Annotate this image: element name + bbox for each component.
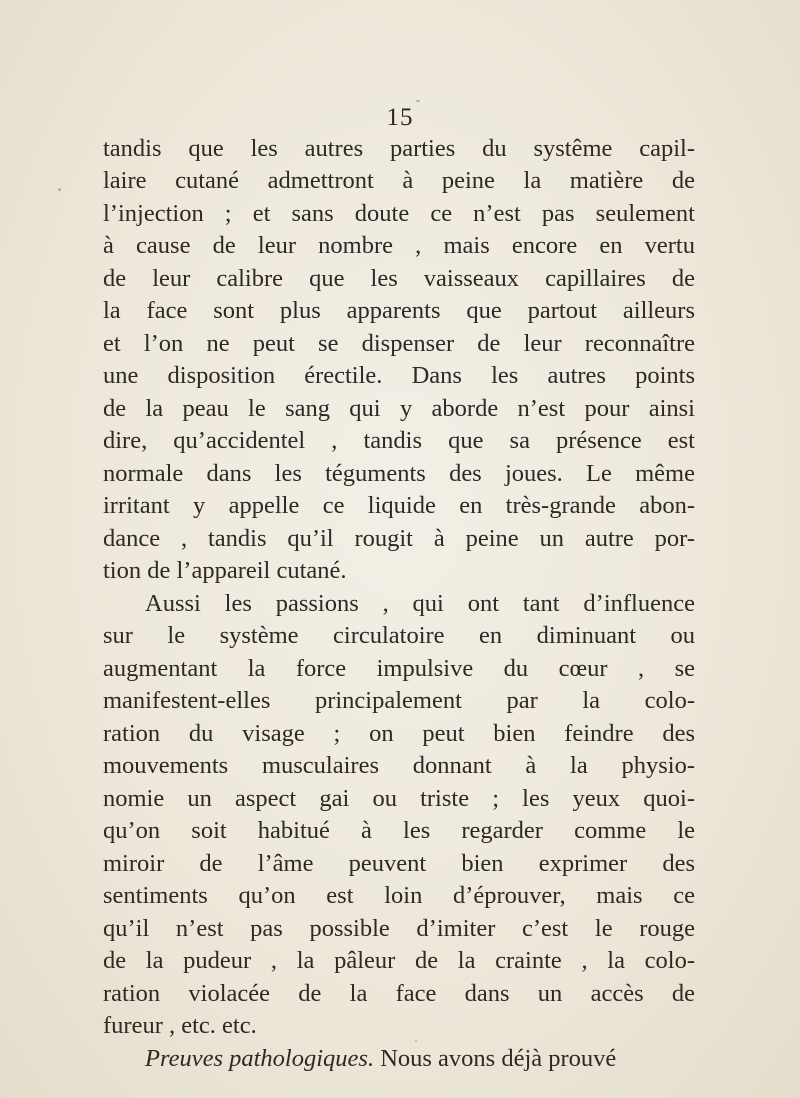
text-line: fureur , etc. etc. [103,1012,257,1039]
text-line: dire, qu’accidentel , tandis que sa présence est [103,427,695,454]
section-heading-rest: Nous avons déjà prouvé [380,1045,617,1072]
text-line: à cause de leur nombre , mais encore en vertu [103,232,695,259]
text-line: sentiments qu’on est loin d’éprouver, mais ce [103,882,695,909]
text-line: nomie un aspect gai ou triste ; les yeux quoi- [103,785,695,812]
section-heading-italic: Preuves pathologiques. [145,1045,375,1072]
text-line: la face sont plus apparents que partout ailleurs [103,297,695,324]
text-line: qu’il n’est pas possible d’imiter c’est le rouge [103,915,695,942]
paper-speck [415,1040,417,1042]
text-line: sur le système circulatoire en diminuant ou [103,622,695,649]
text-line: normale dans les téguments des joues. Le même [103,460,695,487]
text-line: tandis que les autres parties du systême capil- [103,135,695,162]
text-line: de la peau le sang qui y aborde n’est pour ainsi [103,395,695,422]
text-line: augmentant la force impulsive du cœur , se [103,655,695,682]
text-line: de leur calibre que les vaisseaux capillaires de [103,265,695,292]
text-line: mouvements musculaires donnant à la physio- [103,752,695,779]
text-line: et l’on ne peut se dispenser de leur reconnaître [103,330,695,357]
text-line: ration du visage ; on peut bien feindre des [103,720,695,747]
text-line: dance , tandis qu’il rougit à peine un autre por- [103,525,695,552]
text-line: miroir de l’âme peuvent bien exprimer des [103,850,695,877]
page-number: 15 [386,104,414,131]
text-line-last [145,1043,616,1075]
text-line: qu’on soit habitué à les regarder comme le [103,817,695,844]
text-line: une disposition érectile. Dans les autres points [103,362,695,389]
paper-speck [416,100,420,102]
text-line: ration violacée de la face dans un accès de [103,980,695,1007]
text-line: irritant y appelle ce liquide en très-grande abon- [103,492,695,519]
text-line: l’injection ; et sans doute ce n’est pas seulement [103,200,695,227]
text-line: de la pudeur , la pâleur de la crainte , la colo- [103,947,695,974]
text-line: tion de l’appareil cutané. [103,557,347,584]
paper-speck [58,188,61,191]
text-line: Aussi les passions , qui ont tant d’influence [145,590,695,617]
text-line: manifestent-elles principalement par la colo- [103,687,695,714]
text-line: laire cutané admettront à peine la matière de [103,167,695,194]
